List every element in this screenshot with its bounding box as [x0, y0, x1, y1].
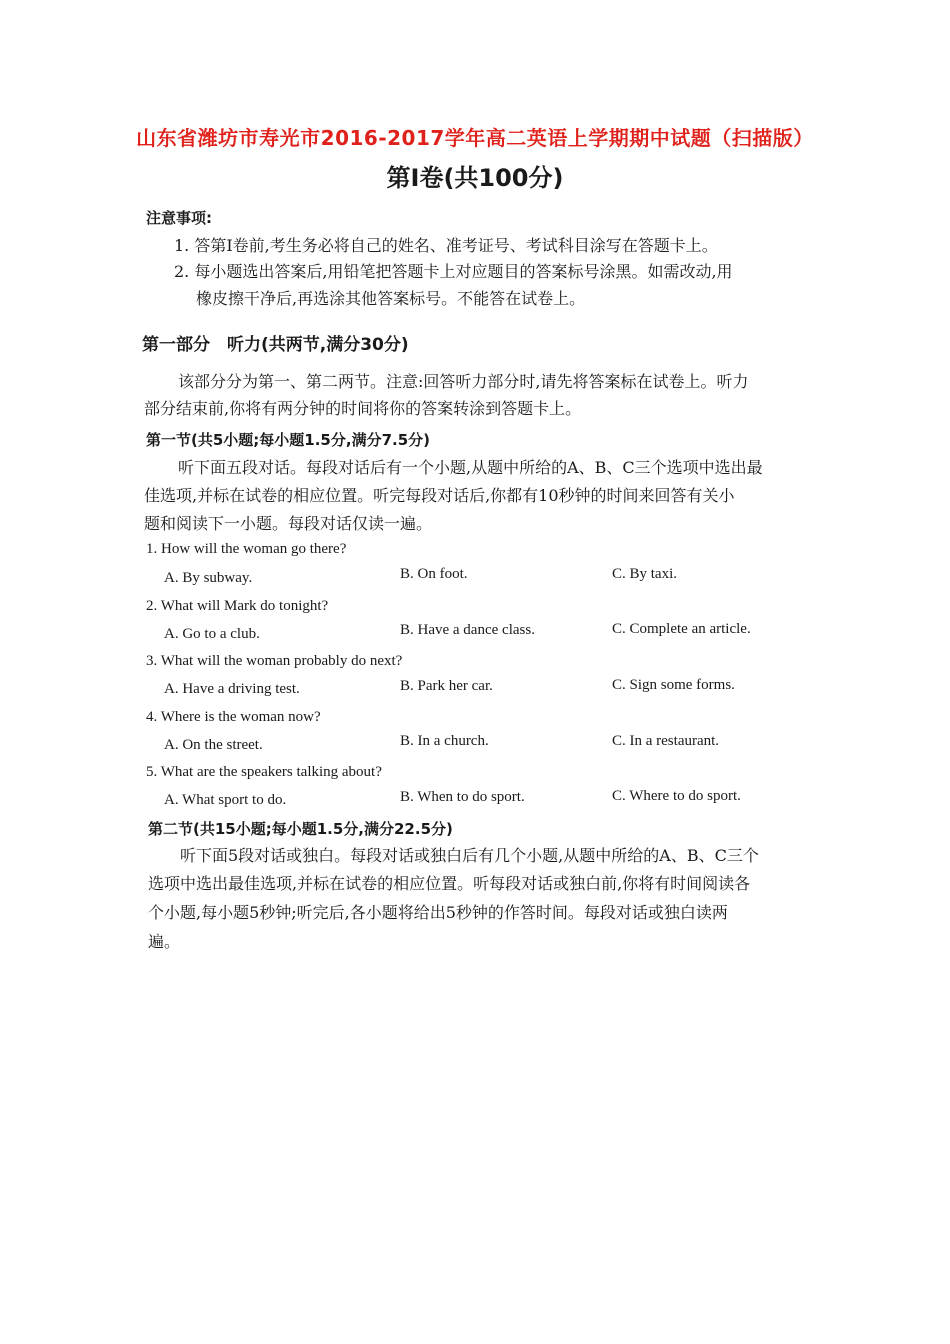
part1-intro-line-1: 该部分分为第一、第二两节。注意:回答听力部分时,请先将答案标在试卷上。听力: [178, 372, 749, 391]
section2-heading: 第二节(共15小题;每小题1.5分,满分22.5分): [148, 820, 453, 838]
question-1-option-a: A. By subway.: [164, 570, 253, 586]
section2-instr-line-1: 听下面5段对话或独白。每段对话或独白后有几个小题,从题中所给的A、B、C三个: [180, 846, 759, 865]
section1-instr-line-1: 听下面五段对话。每段对话后有一个小题,从题中所给的A、B、C三个选项中选出最: [178, 458, 763, 477]
question-5-option-c: C. Where to do sport.: [612, 788, 741, 804]
question-1-option-b: B. On foot.: [400, 566, 468, 582]
question-2-option-b: B. Have a dance class.: [400, 622, 535, 638]
volume-title: 第Ⅰ卷(共100分): [386, 164, 564, 192]
question-3-option-a: A. Have a driving test.: [164, 681, 300, 697]
question-4-option-c: C. In a restaurant.: [612, 733, 720, 749]
section1-heading: 第一节(共5小题;每小题1.5分,满分7.5分): [146, 431, 430, 449]
question-3-option-c: C. Sign some forms.: [612, 677, 735, 693]
question-2-option-a: A. Go to a club.: [164, 626, 260, 642]
question-4-option-b: B. In a church.: [400, 733, 489, 749]
notice-item-2-line-2: 橡皮擦干净后,再选涂其他答案标号。不能答在试卷上。: [196, 289, 586, 308]
question-1-option-c: C. By taxi.: [612, 566, 678, 582]
question-5: 5. What are the speakers talking about?: [146, 764, 382, 780]
section2-instr-line-2: 选项中选出最佳选项,并标在试卷的相应位置。听每段对话或独白前,你将有时间阅读各: [148, 874, 751, 893]
notice-heading: 注意事项:: [146, 209, 212, 227]
question-2: 2. What will Mark do tonight?: [146, 598, 329, 614]
section1-instr-line-2: 佳选项,并标在试卷的相应位置。听完每段对话后,你都有10秒钟的时间来回答有关小: [144, 486, 735, 505]
section2-instr-line-4: 遍。: [148, 932, 181, 951]
question-5-option-b: B. When to do sport.: [400, 789, 525, 805]
question-5-option-a: A. What sport to do.: [164, 792, 287, 808]
section2-instr-line-3: 个小题,每小题5秒钟;听完后,各小题将给出5秒钟的作答时间。每段对话或独白读两: [148, 903, 728, 922]
part1-intro-line-2: 部分结束前,你将有两分钟的时间将你的答案转涂到答题卡上。: [144, 399, 582, 418]
question-4: 4. Where is the woman now?: [146, 709, 321, 725]
notice-item-2-line-1: 2. 每小题选出答案后,用铅笔把答题卡上对应题目的答案标号涂黑。如需改动,用: [174, 262, 733, 281]
question-3-option-b: B. Park her car.: [400, 678, 493, 694]
question-1: 1. How will the woman go there?: [146, 541, 347, 557]
part1-heading: 第一部分 听力(共两节,满分30分): [142, 335, 409, 355]
section1-instr-line-3: 题和阅读下一小题。每段对话仅读一遍。: [144, 514, 433, 533]
question-4-option-a: A. On the street.: [164, 737, 263, 753]
question-3: 3. What will the woman probably do next?: [146, 653, 403, 669]
document-title: 山东省潍坊市寿光市2016-2017学年高二英语上学期期中试题（扫描版）: [136, 126, 814, 150]
notice-item-1: 1. 答第Ⅰ卷前,考生务必将自己的姓名、准考证号、考试科目涂写在答题卡上。: [174, 236, 718, 255]
question-2-option-c: C. Complete an article.: [612, 621, 751, 637]
